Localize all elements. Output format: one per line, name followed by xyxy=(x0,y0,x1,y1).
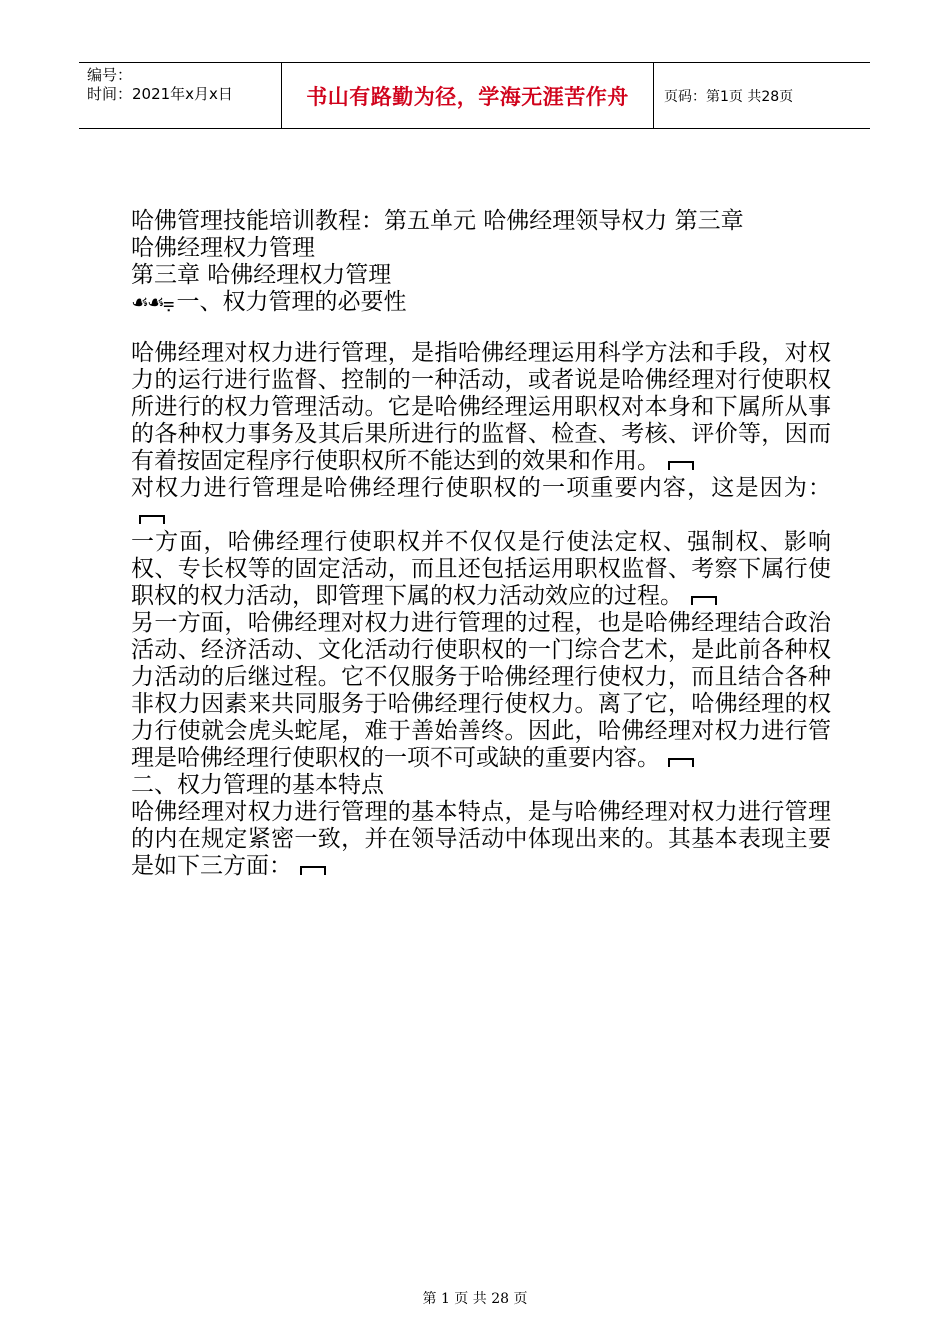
paragraph-3-text: 一方面，哈佛经理行使职权并不仅仅是行使法定权、强制权、影响权、专长权等的固定活动，而且还包括运用职权监督、考察下属行使职权的权力活动，即管理下属的权力活动效应的过程。 xyxy=(131,529,831,609)
section-heading-2: 二、权力管理的基本特点 xyxy=(131,772,384,798)
page-footer: 第 1 页 共 28 页 xyxy=(422,1291,528,1307)
time-label: 时间：2021年x月x日 xyxy=(87,85,233,103)
code-label: 编号： xyxy=(87,66,133,84)
paragraph-mark-icon xyxy=(300,866,326,875)
paragraph-5-text: 哈佛经理对权力进行管理的基本特点，是与哈佛经理对权力进行管理的内在规定紧密一致，并在领导活动中体现出来的。其基本表现主要是如下三方面： xyxy=(131,799,831,879)
section-1-text: 一、权力管理的必要性 xyxy=(176,289,407,315)
paragraph-5 xyxy=(131,799,831,880)
paragraph-4 xyxy=(131,610,831,772)
header-meta xyxy=(79,63,281,128)
section-heading-1 xyxy=(131,289,831,316)
document-body xyxy=(131,208,831,880)
header-page-info: 页码：第1页 共28页 xyxy=(664,88,794,105)
paragraph-4-text: 另一方面，哈佛经理对权力进行管理的过程，也是哈佛经理结合政治活动、经济活动、文化活动行使职权的一门综合艺术，是此前各种权力活动的后继过程。它不仅服务于哈佛经理行使权力，而且结合各种非权力因素来共同服务于哈佛经理行使权力。离了它，哈佛经理的权力行使就会虎头蛇尾，难于善始善终。因此，哈佛经理对权力进行管理是哈佛经理行使职权的一项不可或缺的重要内容。 xyxy=(131,610,831,771)
paragraph-3 xyxy=(131,529,831,610)
paragraph-1 xyxy=(131,340,831,475)
doc-title-line2: 哈佛经理权力管理 xyxy=(131,235,315,261)
paragraph-mark-icon xyxy=(668,461,694,470)
paragraph-2 xyxy=(131,475,831,529)
ornament-glyph: ☙☙⩦ xyxy=(131,290,173,314)
paragraph-mark-icon xyxy=(139,515,165,524)
header-motto: 书山有路勤为径，学海无涯苦作舟 xyxy=(281,63,654,128)
paragraph-1-text: 哈佛经理对权力进行管理，是指哈佛经理运用科学方法和手段，对权力的运行进行监督、控制的一种活动，或者说是哈佛经理对行使职权所进行的权力管理活动。它是哈佛经理运用职权对本身和下属所从事的各种权力事务及其后果所进行的监督、检查、考核、评价等，因而有着按固定程序行使职权所不能达到的效果和作用。 xyxy=(131,340,831,474)
page-header xyxy=(79,62,870,129)
paragraph-mark-icon xyxy=(668,758,694,767)
paragraph-2-text: 对权力进行管理是哈佛经理行使职权的一项重要内容，这是因为： xyxy=(131,475,831,501)
chapter-heading: 第三章 哈佛经理权力管理 xyxy=(131,262,392,288)
doc-title-line1: 哈佛管理技能培训教程：第五单元 哈佛经理领导权力 第三章 xyxy=(131,208,744,234)
paragraph-mark-icon xyxy=(691,596,717,605)
